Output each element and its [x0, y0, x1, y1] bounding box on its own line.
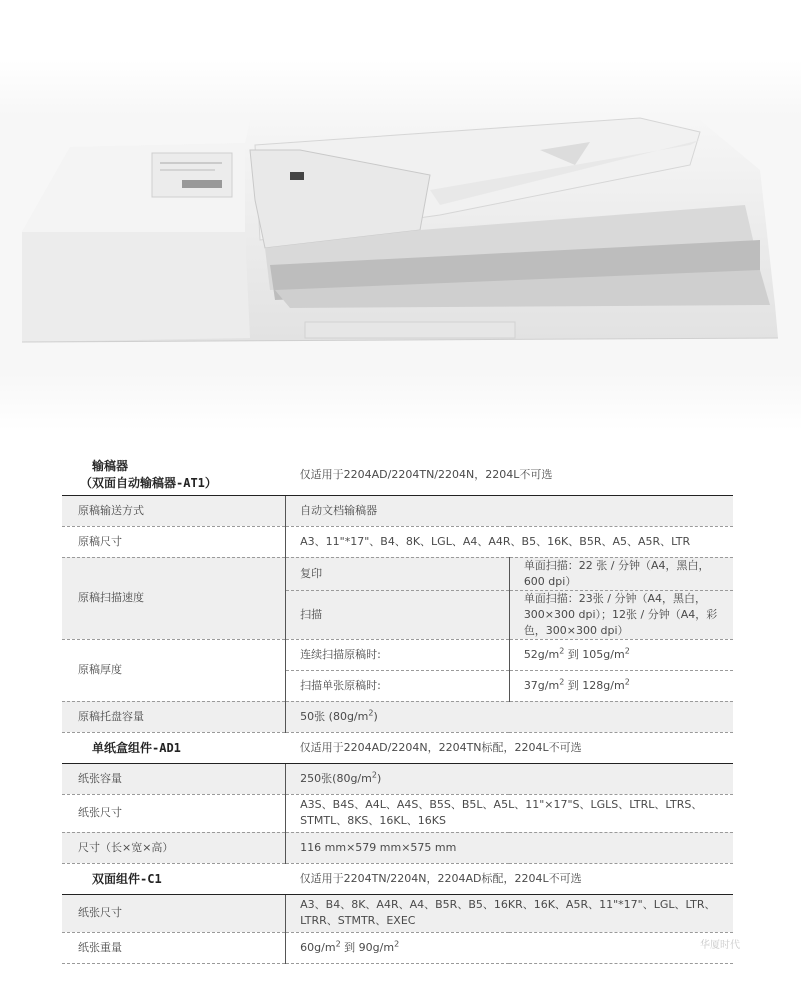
row-label: 原稿扫描速度	[62, 557, 286, 639]
row-value: 250张$(80g/m^2)$	[286, 763, 733, 794]
product-photo	[0, 0, 801, 430]
section-note-duplex: 仅适用于2204TN/2204N，2204AD标配，2204L不可选	[286, 863, 733, 894]
table-row	[62, 763, 733, 794]
table-row	[62, 894, 733, 932]
table-row	[62, 701, 733, 732]
row-value: A3S、B4S、A4L、A4S、B5S、B5L、A5L、11"×17"S、LGLS、LTRL、LTRS、STMTL、8KS、16KL、16KS	[286, 794, 733, 832]
row-sublabel: 连续扫描原稿时:	[286, 639, 510, 670]
row-label: 原稿托盘容量	[62, 701, 286, 732]
row-value: 单面扫描：23张 / 分钟（A4，黑白，300×300 dpi）；12张 / 分钟（A4，彩色，300×300 dpi）	[509, 590, 733, 639]
table-row	[62, 932, 733, 963]
table-row	[62, 495, 733, 526]
row-label: 纸张重量	[62, 932, 286, 963]
section-duplex	[62, 863, 733, 894]
section-title-duplex: 双面组件-C1	[62, 863, 286, 894]
row-value: 116 mm×579 mm×575 mm	[286, 832, 733, 863]
table-row	[62, 557, 733, 590]
section-title-adf	[62, 455, 286, 495]
table-row	[62, 832, 733, 863]
row-label: 原稿尺寸	[62, 526, 286, 557]
section-note-adf: 仅适用于2204AD/2204TN/2204N，2204L不可选	[286, 455, 733, 495]
row-value: $52g/m^2$ 到 $105g/m^2$	[509, 639, 733, 670]
row-value: A3、11"*17"、B4、8K、LGL、A4、A4R、B5、16K、B5R、A5、A5R、LTR	[286, 526, 733, 557]
row-value: 单面扫描：22 张 / 分钟（A4，黑白，600 dpi）	[509, 557, 733, 590]
section-cassette	[62, 732, 733, 763]
row-value: $37g/m^2$ 到 $128g/m^2$	[509, 670, 733, 701]
row-sublabel: 复印	[286, 557, 510, 590]
row-label: 原稿输送方式	[62, 495, 286, 526]
row-label: 纸张尺寸	[62, 894, 286, 932]
row-label: 纸张尺寸	[62, 794, 286, 832]
row-label: 纸张容量	[62, 763, 286, 794]
section-title-line2: （双面自动输稿器-AT1）	[80, 475, 217, 490]
row-value: 自动文档输稿器	[286, 495, 733, 526]
row-value: 50张 $(80g/m^2)$	[286, 701, 733, 732]
row-label: 尺寸（长×宽×高）	[62, 832, 286, 863]
table-row	[62, 794, 733, 832]
row-sublabel: 扫描单张原稿时:	[286, 670, 510, 701]
spec-table	[62, 455, 733, 964]
row-value: A3、B4、8K、A4R、A4、B5R、B5、16KR、16K、A5R、11"*17"、LGL、LTR、LTRR、STMTR、EXEC	[286, 894, 733, 932]
section-note-cassette: 仅适用于2204AD/2204N，2204TN标配，2204L不可选	[286, 732, 733, 763]
table-row	[62, 639, 733, 670]
section-title-line1: 输稿器	[92, 458, 129, 473]
row-value: $60g/m^2$ 到 $90g/m^2$	[286, 932, 733, 963]
watermark: 华厦时代	[700, 940, 740, 951]
document-feeder-illustration	[0, 0, 801, 430]
section-adf	[62, 455, 733, 495]
row-sublabel: 扫描	[286, 590, 510, 639]
section-title-cassette: 单纸盒组件-AD1	[62, 732, 286, 763]
row-label: 原稿厚度	[62, 639, 286, 701]
table-row	[62, 526, 733, 557]
